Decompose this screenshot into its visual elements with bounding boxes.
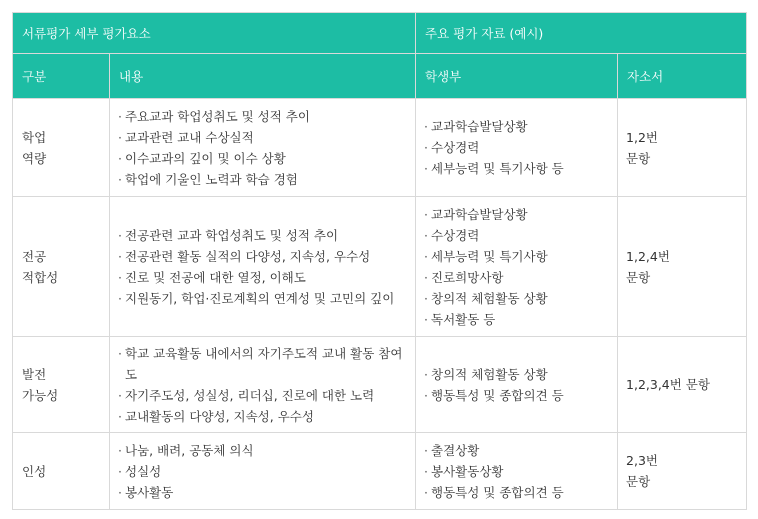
list-item: · 독서활동 등 (424, 309, 609, 330)
list-item: · 봉사활동 (118, 482, 407, 503)
list-item: · 창의적 체험활동 상황 (424, 364, 609, 385)
list-item: · 출결상황 (424, 440, 609, 461)
row-self-intro (618, 197, 747, 337)
row-student-record-list (424, 204, 609, 330)
category-line: 역량 (22, 150, 47, 166)
header-category: 구분 (13, 54, 110, 99)
header-content: 내용 (110, 54, 416, 99)
list-item: · 전공관련 활동 실적의 다양성, 지속성, 우수성 (118, 246, 407, 267)
evaluation-table-container (12, 12, 746, 510)
row-student-record-list (424, 116, 609, 179)
list-item: · 학업에 기울인 노력과 학습 경험 (118, 169, 407, 190)
list-item: · 교내활동의 다양성, 지속성, 우수성 (118, 406, 407, 427)
intro-line: 문항 (626, 269, 651, 285)
list-item: · 성실성 (118, 461, 407, 482)
list-item: · 교과학습발달상황 (424, 116, 609, 137)
evaluation-table (12, 12, 747, 510)
table-row (13, 99, 747, 197)
row-student-record (416, 433, 618, 510)
row-content (110, 99, 416, 197)
list-item: · 행동특성 및 종합의견 등 (424, 385, 609, 406)
intro-line: 문항 (626, 150, 651, 166)
row-category (13, 197, 110, 337)
row-content-list (118, 106, 407, 190)
row-category (13, 337, 110, 433)
intro-line: 1,2,3,4번 문항 (626, 377, 710, 392)
row-category (13, 99, 110, 197)
row-self-intro (618, 99, 747, 197)
row-student-record (416, 197, 618, 337)
table-row (13, 197, 747, 337)
table-row (13, 433, 747, 510)
list-item: · 학교 교육활동 내에서의 자기주도적 교내 활동 참여도 (118, 343, 407, 385)
row-content-list (118, 225, 407, 309)
row-category (13, 433, 110, 510)
intro-line: 2,3번 (626, 453, 658, 468)
header-evaluation-materials: 주요 평가 자료 (예시) (416, 13, 747, 54)
row-content-list (118, 343, 407, 427)
row-content (110, 337, 416, 433)
row-student-record (416, 337, 618, 433)
list-item: · 주요교과 학업성취도 및 성적 추이 (118, 106, 407, 127)
list-item: · 전공관련 교과 학업성취도 및 성적 추이 (118, 225, 407, 246)
header-evaluation-elements: 서류평가 세부 평가요소 (13, 13, 416, 54)
category-line: 적합성 (22, 269, 59, 285)
list-item: · 진로희망사항 (424, 267, 609, 288)
header-self-intro: 자소서 (618, 54, 747, 99)
header-student-record: 학생부 (416, 54, 618, 99)
table-header-row-1 (13, 13, 747, 54)
list-item: · 행동특성 및 종합의견 등 (424, 482, 609, 503)
list-item: · 자기주도성, 성실성, 리더십, 진로에 대한 노력 (118, 385, 407, 406)
intro-line: 문항 (626, 474, 651, 489)
category-line: 학업 (22, 129, 47, 145)
category-line: 발전 (22, 366, 47, 382)
row-self-intro (618, 433, 747, 510)
list-item: · 봉사활동상황 (424, 461, 609, 482)
list-item: · 이수교과의 깊이 및 이수 상황 (118, 148, 407, 169)
row-self-intro (618, 337, 747, 433)
table-body (13, 99, 747, 510)
list-item: · 창의적 체험활동 상황 (424, 288, 609, 309)
intro-line: 1,2,4번 (626, 248, 670, 264)
list-item: · 교과관련 교내 수상실적 (118, 127, 407, 148)
category-line: 전공 (22, 248, 47, 264)
category-line: 가능성 (22, 387, 59, 403)
list-item: · 진로 및 전공에 대한 열정, 이해도 (118, 267, 407, 288)
row-content (110, 433, 416, 510)
list-item: · 세부능력 및 특기사항 (424, 246, 609, 267)
row-student-record (416, 99, 618, 197)
row-student-record-list (424, 440, 609, 503)
list-item: · 나눔, 배려, 공동체 의식 (118, 440, 407, 461)
intro-line: 1,2번 (626, 129, 658, 145)
list-item: · 수상경력 (424, 137, 609, 158)
list-item: · 세부능력 및 특기사항 등 (424, 158, 609, 179)
list-item: · 지원동기, 학업·진로계획의 연계성 및 고민의 깊이 (118, 288, 407, 309)
list-item: · 교과학습발달상황 (424, 204, 609, 225)
category-line: 인성 (22, 463, 47, 479)
row-student-record-list (424, 364, 609, 406)
list-item: · 수상경력 (424, 225, 609, 246)
table-row (13, 337, 747, 433)
row-content (110, 197, 416, 337)
row-content-list (118, 440, 407, 503)
table-header-row-2 (13, 54, 747, 99)
